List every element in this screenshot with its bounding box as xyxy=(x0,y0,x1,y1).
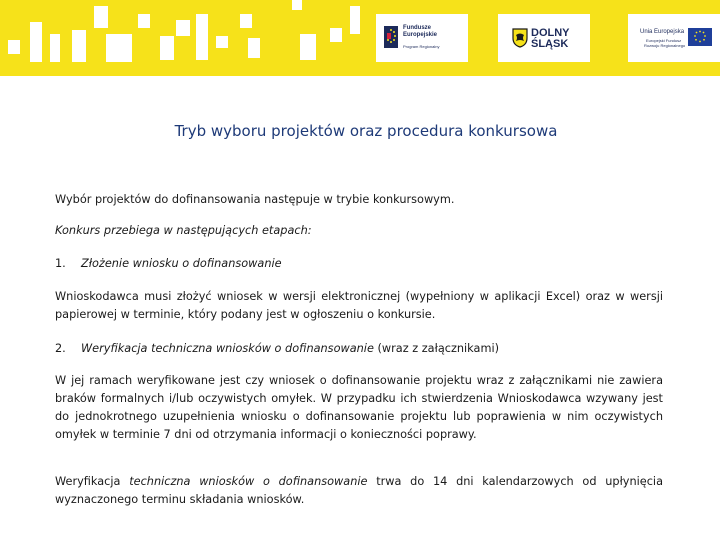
decor-square xyxy=(300,34,316,60)
eu-logo-line1: Unia Europejska xyxy=(640,29,685,35)
fe-logo-sub: Program Regionalny xyxy=(403,44,440,49)
decor-square xyxy=(240,14,252,28)
paragraph-intro: Wybór projektów do dofinansowania następuje w trybie konkursowym. xyxy=(55,193,455,206)
decor-square xyxy=(176,20,190,36)
ds-logo-line1: DOLNY xyxy=(531,27,570,39)
decor-square xyxy=(160,36,174,60)
step-2 xyxy=(55,340,663,358)
step-2-number: 2. xyxy=(55,342,66,355)
coat-of-arms-icon xyxy=(512,28,528,48)
fe-logo-line2: Europejskie xyxy=(403,32,438,38)
decor-square xyxy=(216,36,228,48)
eu-flag-icon xyxy=(688,28,712,46)
decor-square xyxy=(72,30,86,62)
decor-square xyxy=(138,14,150,28)
fe-logo-line1: Fundusze xyxy=(403,25,431,31)
dolny-slask-logo xyxy=(498,14,590,62)
paragraph-step-2-desc: W jej ramach weryfikowane jest czy wniosek o dofinansowanie projektu wraz z załącznikami nie zawiera braków formalnych i/lub oczywistych omyłek. W przypadku ich stwierdzenia Wnioskodawca wzywany jest do jednokrotnego uzupełnienia wniosku o dofinansowanie projektu lub poprawienia w nim oczywistych omyłek w terminie 7 dni od otrzymania informacji o konieczności poprawy. xyxy=(55,374,663,441)
ds-logo-line2: ŚLĄSK xyxy=(531,38,569,50)
decor-square xyxy=(248,38,260,58)
eu-logo-sub2: Rozwoju Regionalnego xyxy=(644,43,686,48)
decor-square xyxy=(106,34,132,62)
duration-text-italic: techniczna wniosków o dofinansowanie xyxy=(129,475,368,488)
decor-square xyxy=(8,40,20,54)
decor-square xyxy=(50,34,60,62)
duration-text-a: Weryfikacja xyxy=(55,475,130,488)
fe-star-icon xyxy=(382,24,400,50)
paragraph-stages: Konkurs przebiega w następujących etapach: xyxy=(55,224,312,237)
step-2-text-rest: (wraz z załącznikami) xyxy=(373,342,499,355)
step-1-number: 1. xyxy=(55,257,66,270)
decor-square xyxy=(94,6,108,28)
decor-square xyxy=(292,0,302,10)
slide-title: Tryb wyboru projektów oraz procedura konkursowa xyxy=(174,122,558,140)
fundusze-europejskie-logo xyxy=(376,14,468,62)
duration-text-b: trwa do 14 dni kalendarzowych od upłynięcia wyznaczonego terminu składania wniosków. xyxy=(55,475,663,506)
step-1-text: Złożenie wniosku o dofinansowanie xyxy=(81,257,282,270)
eu-logo xyxy=(628,14,720,62)
paragraph-duration xyxy=(55,473,663,509)
paragraph-step-1-desc: Wnioskodawca musi złożyć wniosek w wersji elektronicznej (wypełniony w aplikacji Excel) oraz w wersji papierowej w terminie, który podany jest w ogłoszeniu o konkursie. xyxy=(55,290,663,321)
step-2-text: Weryfikacja techniczna wniosków o dofinansowanie xyxy=(81,342,374,355)
decor-square xyxy=(330,28,342,42)
header-banner xyxy=(0,0,720,76)
eu-logo-sub1: Europejski Fundusz xyxy=(646,38,682,43)
decor-square xyxy=(30,22,42,62)
step-1 xyxy=(55,255,663,273)
decor-square xyxy=(350,6,360,34)
decor-square xyxy=(196,14,208,60)
